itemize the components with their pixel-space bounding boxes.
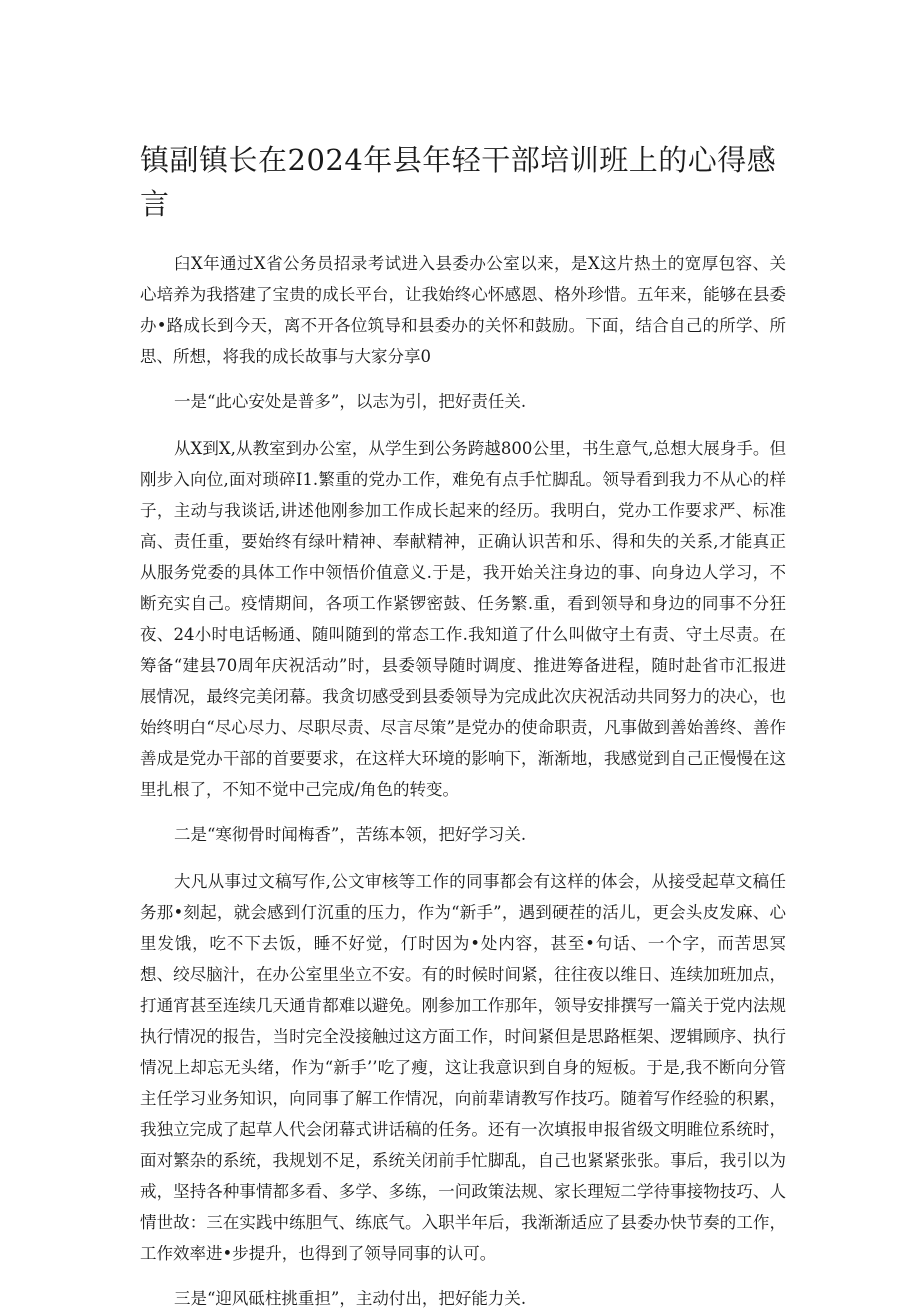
section-heading-3: 三是“迎风砥柱挑重担”，主动付出，把好能力关. [174, 1289, 527, 1308]
section-body-1: 从X到X,从教室到办公室，从学生到公务跨越800公里，书生意气,总想大展身手。但刚步入向位,面对琐碎I1.繁重的党办工作，难免有点手忙脚乱。领导看到我力不从心的样子，主动与我谈话,讲述他刚参加工作成长起来的经历。我明白，党办工作要求严、标准高、责任重，要始终有绿叶精神、奉献精神，正确认识苦和乐、得和失的关系,才能真正从服务党委的具体工作中领悟价值意义.于是，我开始关注身边的事、向身边人学习，不断充实自己。疫情期间，各项工作紧锣密鼓、任务繁.重，看到领导和身边的同事不分狂夜、24小时电话畅通、随叫随到的常态工作.我知道了什么叫做守土有责、守土尽责。在筹备“建县70周年庆祝活动”时，县委领导随时调度、推进筹备进程，随时赴省市汇报进展情况，最终完美闭幕。我贪切感受到县委领导为完成此次庆祝活动共同努力的决心，也始终明白“尽心尽力、尽职尽责、尽言尽策”是党办的使命职责，凡事做到善始善终、善作善成是党办干部的首要要求，在这样大环境的影响下，渐渐地，我感觉到自己正慢慢在这里扎根了，不知不觉中己完成/角色的转变。 [140, 439, 786, 799]
intro-paragraph: 臼X年通过X省公务员招录考试进入县委办公室以来，是X这片热土的宽厚包容、关心培养为我搭建了宝贵的成长平台，让我始终心怀感恩、格外珍惜。五年来，能够在县委办•路成长到今天，离不开各位筑导和县委办的关怀和鼓励。下面，结合自己的所学、所思、所想，将我的成长故事与大家分享0 [140, 254, 786, 366]
section-heading-1: 一是“此心安处是普多”，以志为引，把好责任关. [174, 392, 527, 411]
section-body-2: 大凡从事过文稿写作,公文审核等工作的同事都会有这样的体会，从接受起草文稿任务那•刻起，就会感到仃沉重的压力，作为“新手”，遇到硬茬的活儿，更会头皮发麻、心里发饿，吃不下去饭，睡不好觉，仃时因为•处内容，甚至•句话、一个字，而苦思冥想、绞尽脑汁，在办公室里坐立不安。有的时候时间紧，往往夜以维日、连续加班加点，打通宵甚至连续几天通肯都难以避免。刚参加工作那年，领导安排撰写一篇关于党内法规执行情况的报告，当时完全没接触过这方面工作，时间紧但是思路框架、逻辑顾序、执行情况上却忘无头绪，作为“新手’’吃了瘦，这让我意识到自身的短板。于是,我不断向分管主任学习业务知识，向同事了解工作情况，向前辈请教写作技巧。随着写作经验的积累，我独立完成了起草人代会闭幕式讲话稿的任务。还有一次填报申报省级文明睢位系统时，面对繁杂的系统，我规划不足，系统关闭前手忙脚乱，自己也紧紧张张。事后，我引以为戒，坚持各种事情都多看、多学、多练，一问政策法规、家长理短二学待事接物技巧、人情世故：三在实践中练胆气、练底气。入职半年后，我渐渐适应了县委办快节奏的工作，工作效率进•步提升，也得到了领导同事的认可。 [140, 872, 786, 1263]
document-title: 镇副镇长在2024年县年轻干部培训班上的心得感言 [140, 143, 777, 221]
section-heading-2: 二是“寒彻骨时闻梅香”，苦练本领，把好学习关. [174, 825, 527, 844]
